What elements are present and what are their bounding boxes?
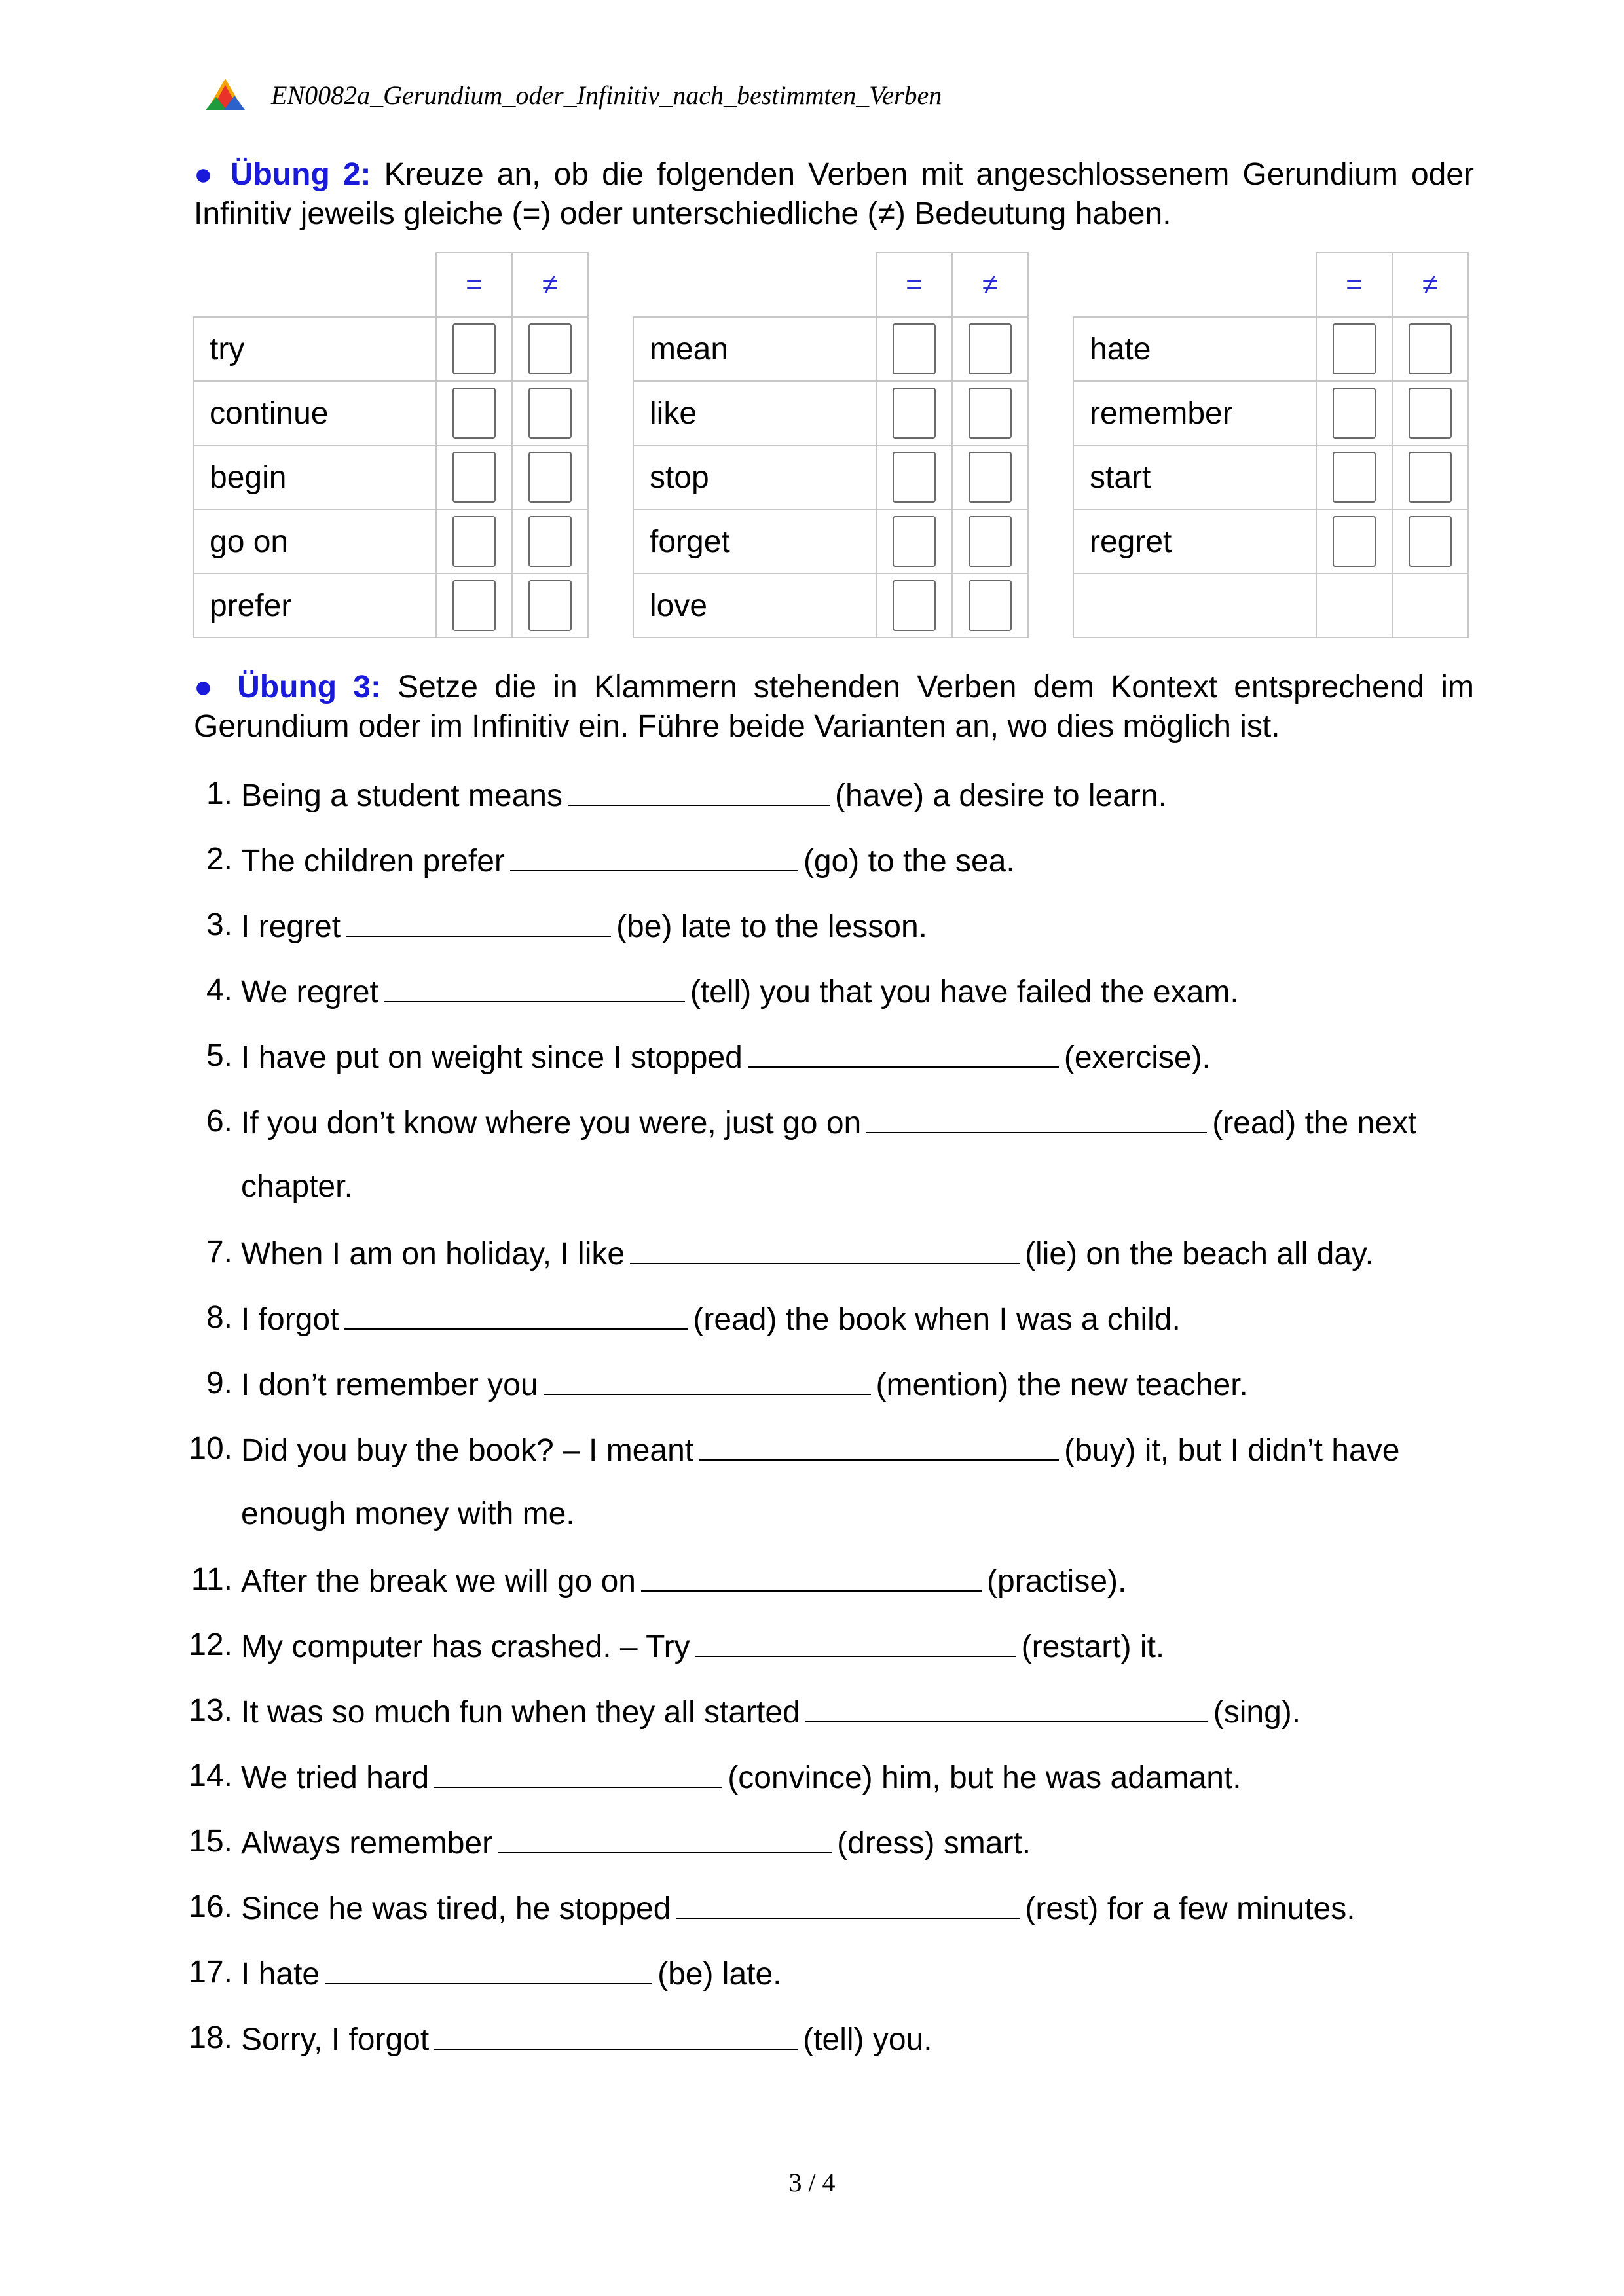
- page-number: 3 / 4: [788, 2168, 836, 2197]
- item-after: (have) a desire to learn.: [835, 778, 1167, 813]
- empty-cell: [1392, 574, 1468, 638]
- notequal-checkbox[interactable]: [528, 452, 572, 503]
- answer-blank[interactable]: [568, 776, 830, 806]
- equal-checkbox[interactable]: [893, 323, 936, 374]
- equal-header: =: [1316, 253, 1392, 317]
- item-after: (rest) for a few minutes.: [1025, 1891, 1356, 1926]
- item-after: (dress) smart.: [837, 1826, 1031, 1861]
- item-sentence: [241, 1365, 1248, 1403]
- answer-blank[interactable]: [866, 1103, 1207, 1133]
- verb-cell: regret: [1073, 509, 1316, 574]
- verb-cell: love: [633, 574, 876, 638]
- answer-blank[interactable]: [630, 1234, 1020, 1264]
- table-row: [1073, 574, 1468, 638]
- answer-blank[interactable]: [805, 1692, 1208, 1722]
- equal-checkbox[interactable]: [893, 388, 936, 439]
- item-before: Sorry, I forgot: [241, 2022, 430, 2057]
- item-number: 16.: [189, 1889, 232, 1924]
- notequal-checkbox[interactable]: [969, 323, 1012, 374]
- item-before: The children prefer: [241, 844, 505, 879]
- verb-table-2: [633, 252, 1029, 638]
- verb-cell: like: [633, 381, 876, 445]
- item-sentence: [241, 1889, 1356, 1927]
- answer-blank[interactable]: [384, 972, 685, 1002]
- equal-checkbox[interactable]: [893, 516, 936, 567]
- exercise2-text: Kreuze an, ob die folgenden Verben mit angeschlossenem Gerundium oder Infinitiv jeweils gleiche (=) oder unterschiedliche (≠) Bedeutung haben.: [194, 157, 1475, 231]
- item-number: 4.: [206, 973, 232, 1008]
- exercise3-instruction: [194, 668, 1474, 746]
- notequal-checkbox[interactable]: [969, 580, 1012, 631]
- item-continuation: enough money with me.: [241, 1497, 575, 1531]
- item-number: 8.: [206, 1300, 232, 1335]
- item-number: 7.: [206, 1235, 232, 1269]
- equal-checkbox[interactable]: [452, 516, 496, 567]
- verb-cell: go on: [193, 509, 436, 574]
- notequal-checkbox[interactable]: [969, 516, 1012, 567]
- notequal-checkbox[interactable]: [528, 516, 572, 567]
- item-sentence: [241, 1103, 1416, 1141]
- item-sentence: [241, 1038, 1211, 1076]
- verb-cell: try: [193, 317, 436, 381]
- verb-cell: mean: [633, 317, 876, 381]
- verb-cell: begin: [193, 445, 436, 509]
- item-after: (restart) it.: [1021, 1630, 1165, 1664]
- item-number: 14.: [189, 1758, 232, 1793]
- item-after: (exercise).: [1063, 1040, 1211, 1075]
- equal-header: =: [436, 253, 512, 317]
- item-number: 1.: [206, 776, 232, 811]
- item-after: (mention) the new teacher.: [876, 1368, 1248, 1402]
- notequal-header: ≠: [1392, 253, 1468, 317]
- item-before: I forgot: [241, 1302, 339, 1337]
- answer-blank[interactable]: [498, 1823, 832, 1853]
- equal-checkbox[interactable]: [893, 580, 936, 631]
- verb-cell: continue: [193, 381, 436, 445]
- item-sentence: [241, 2020, 932, 2058]
- item-number: 13.: [189, 1693, 232, 1728]
- notequal-checkbox[interactable]: [1409, 516, 1452, 567]
- item-number: 12.: [189, 1628, 232, 1662]
- empty-cell: [1316, 574, 1392, 638]
- item-after: (tell) you.: [803, 2022, 932, 2057]
- answer-blank[interactable]: [676, 1889, 1020, 1919]
- item-before: We tried hard: [241, 1760, 430, 1795]
- item-number: 6.: [206, 1104, 232, 1139]
- equal-checkbox[interactable]: [893, 452, 936, 503]
- table-header-blank: [193, 253, 436, 317]
- table-row: [193, 445, 588, 509]
- item-sentence: [241, 1823, 1031, 1861]
- equal-checkbox[interactable]: [1333, 516, 1376, 567]
- item-number: 17.: [189, 1955, 232, 1990]
- item-before: When I am on holiday, I like: [241, 1237, 625, 1271]
- equal-checkbox[interactable]: [452, 388, 496, 439]
- table-row: [1073, 381, 1468, 445]
- table-row: [633, 445, 1028, 509]
- item-sentence: [241, 1627, 1164, 1665]
- item-before: Did you buy the book? – I meant: [241, 1433, 694, 1468]
- table-row: [193, 509, 588, 574]
- table-row: [1073, 317, 1468, 381]
- item-before: It was so much fun when they all started: [241, 1695, 800, 1730]
- equal-checkbox[interactable]: [452, 323, 496, 374]
- table-row: [1073, 445, 1468, 509]
- exercise2-instruction: [194, 155, 1474, 234]
- item-after: (lie) on the beach all day.: [1025, 1237, 1374, 1271]
- item-number: 11.: [191, 1562, 232, 1597]
- item-number: 5.: [206, 1038, 232, 1073]
- item-sentence: [241, 1561, 1126, 1599]
- answer-blank[interactable]: [510, 841, 798, 871]
- table-header-blank: [633, 253, 876, 317]
- item-sentence: [241, 1954, 782, 1992]
- notequal-checkbox[interactable]: [528, 388, 572, 439]
- item-number: 10.: [189, 1431, 232, 1466]
- item-number: 18.: [189, 2020, 232, 2055]
- verb-cell: prefer: [193, 574, 436, 638]
- equal-checkbox[interactable]: [452, 452, 496, 503]
- item-number: 9.: [206, 1366, 232, 1400]
- empty-cell: [1073, 574, 1316, 638]
- table-header-blank: [1073, 253, 1316, 317]
- answer-blank[interactable]: [748, 1038, 1059, 1068]
- item-sentence: [241, 1692, 1301, 1730]
- exercise3-text: Setze die in Klammern stehenden Verben dem Kontext entsprechend im Gerundium oder im Infinitiv ein. Führe beide Varianten an, wo dies möglich ist.: [194, 670, 1474, 744]
- notequal-checkbox[interactable]: [969, 388, 1012, 439]
- item-after: (read) the next: [1212, 1106, 1417, 1140]
- table-row: [633, 574, 1028, 638]
- verb-cell: remember: [1073, 381, 1316, 445]
- item-number: 15.: [189, 1824, 232, 1859]
- table-row: [193, 317, 588, 381]
- item-continuation: chapter.: [241, 1169, 353, 1204]
- item-before: If you don’t know where you were, just go on: [241, 1106, 862, 1140]
- exercise2-label: ● Übung 2:: [194, 157, 371, 192]
- item-before: We regret: [241, 975, 378, 1010]
- item-before: I don’t remember you: [241, 1368, 538, 1402]
- item-after: (go) to the sea.: [803, 844, 1015, 879]
- verb-table-3: [1073, 252, 1469, 638]
- answer-blank[interactable]: [434, 2020, 798, 2050]
- item-after: (practise).: [986, 1564, 1127, 1599]
- item-after: (tell) you that you have failed the exam.: [690, 975, 1239, 1010]
- item-before: Always remember: [241, 1826, 493, 1861]
- item-before: After the break we will go on: [241, 1564, 636, 1599]
- item-before: Since he was tired, he stopped: [241, 1891, 671, 1926]
- item-sentence: [241, 841, 1015, 879]
- item-after: (buy) it, but I didn’t have: [1064, 1433, 1400, 1468]
- equal-checkbox[interactable]: [452, 580, 496, 631]
- table-row: [633, 317, 1028, 381]
- answer-blank[interactable]: [346, 907, 611, 937]
- item-sentence: [241, 907, 927, 945]
- page-header: [204, 72, 942, 118]
- answer-blank[interactable]: [699, 1430, 1059, 1461]
- item-after: (read) the book when I was a child.: [693, 1302, 1181, 1337]
- verb-cell: stop: [633, 445, 876, 509]
- table-row: [193, 574, 588, 638]
- item-sentence: [241, 972, 1239, 1010]
- answer-blank[interactable]: [325, 1954, 652, 1984]
- notequal-checkbox[interactable]: [1409, 452, 1452, 503]
- item-before: I have put on weight since I stopped: [241, 1040, 743, 1075]
- notequal-checkbox[interactable]: [1409, 388, 1452, 439]
- item-after: (be) late to the lesson.: [616, 909, 927, 944]
- item-before: Being a student means: [241, 778, 563, 813]
- item-after: (be) late.: [657, 1957, 782, 1992]
- notequal-checkbox[interactable]: [528, 580, 572, 631]
- item-before: My computer has crashed. – Try: [241, 1630, 690, 1664]
- item-sentence: [241, 1300, 1181, 1338]
- table-row: [633, 509, 1028, 574]
- answer-blank[interactable]: [544, 1365, 871, 1395]
- equal-checkbox[interactable]: [1333, 388, 1376, 439]
- answer-blank[interactable]: [641, 1561, 982, 1592]
- item-sentence: [241, 776, 1167, 814]
- item-number: 3.: [206, 907, 232, 942]
- verb-cell: start: [1073, 445, 1316, 509]
- item-before: I hate: [241, 1957, 320, 1992]
- item-before: I regret: [241, 909, 341, 944]
- table-row: [193, 381, 588, 445]
- item-sentence: [241, 1430, 1399, 1468]
- notequal-header: ≠: [952, 253, 1028, 317]
- document-title: EN0082a_Gerundium_oder_Infinitiv_nach_bestimmten_Verben: [271, 80, 942, 110]
- item-after: (sing).: [1213, 1695, 1301, 1730]
- answer-blank[interactable]: [695, 1627, 1016, 1657]
- item-sentence: [241, 1758, 1242, 1796]
- verb-cell: forget: [633, 509, 876, 574]
- equal-checkbox[interactable]: [1333, 452, 1376, 503]
- notequal-checkbox[interactable]: [969, 452, 1012, 503]
- item-sentence: [241, 1234, 1374, 1272]
- item-after: (convince) him, but he was adamant.: [728, 1760, 1242, 1795]
- verb-table-1: [193, 252, 589, 638]
- notequal-checkbox[interactable]: [1409, 323, 1452, 374]
- item-number: 2.: [206, 842, 232, 877]
- answer-blank[interactable]: [434, 1758, 722, 1788]
- equal-checkbox[interactable]: [1333, 323, 1376, 374]
- notequal-header: ≠: [512, 253, 588, 317]
- logo-icon: [204, 77, 246, 113]
- answer-blank[interactable]: [344, 1300, 688, 1330]
- notequal-checkbox[interactable]: [528, 323, 572, 374]
- table-row: [633, 381, 1028, 445]
- equal-header: =: [876, 253, 952, 317]
- verb-cell: hate: [1073, 317, 1316, 381]
- exercise3-label: ● Übung 3:: [194, 670, 381, 704]
- table-row: [1073, 509, 1468, 574]
